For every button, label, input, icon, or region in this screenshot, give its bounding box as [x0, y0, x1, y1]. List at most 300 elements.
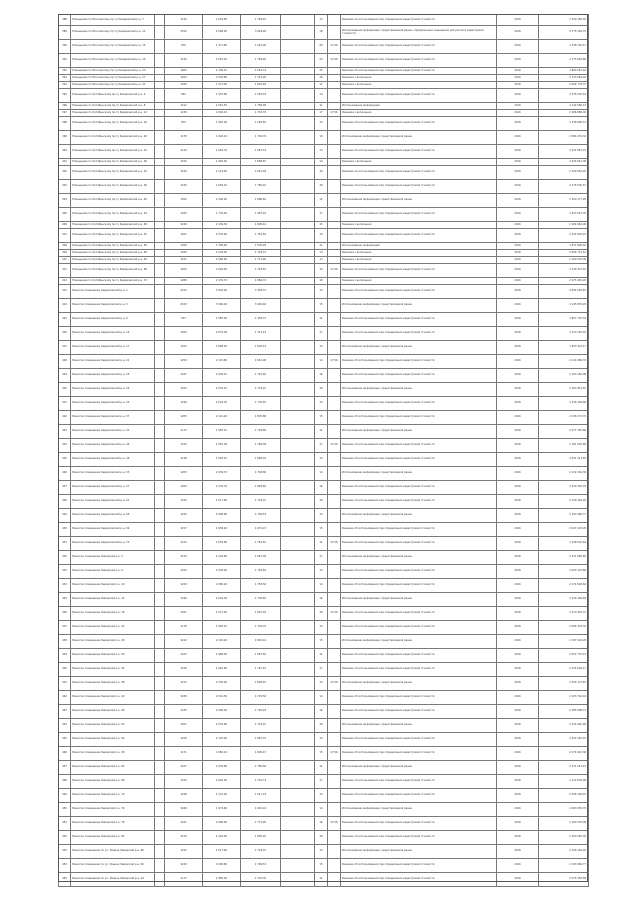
value-c-cell: 1 602,12 [241, 341, 281, 355]
object-name: Нежилое помещение Заводский р-н, 38 [71, 677, 155, 691]
count-cell: 13 [315, 789, 328, 803]
object-name: Помещение по Октябрьскому пр-ту Кемеровский р-н, 40 [71, 194, 155, 208]
value-b-cell: 2 017,60 [203, 495, 241, 509]
value-b-cell: 2 009,10 [203, 369, 241, 383]
value-d-cell [281, 26, 315, 40]
value-c-cell: 1 703,80 [241, 425, 281, 439]
code-cell [155, 26, 165, 40]
code-cell [155, 40, 165, 54]
year-cell: 2016 [497, 250, 539, 257]
code-cell [155, 313, 165, 327]
rate-cell [328, 278, 341, 285]
rate-cell [328, 411, 341, 425]
value-b-cell: 2 051,50 [203, 103, 241, 110]
row-number: 431 [59, 537, 71, 551]
count-cell: 16 [315, 817, 328, 831]
count-cell: 15 [315, 299, 328, 313]
value-d-cell [281, 579, 315, 593]
note-cell: Решение об использовании при определении кадастровой стоимости [341, 229, 497, 243]
value-c-cell: 1 848,91 [241, 677, 281, 691]
value-a-cell: 1248 [165, 789, 203, 803]
value-b-cell: 2 087,00 [203, 439, 241, 453]
rate-cell [328, 481, 341, 495]
object-name: Помещение по Октябрьскому пр-ту Кемеровский р-н, 48 [71, 222, 155, 229]
rate-cell: 27,56 [328, 439, 341, 453]
row-number: 400 [59, 145, 71, 159]
value-d-cell [281, 397, 315, 411]
value-b-cell: 1 471,80 [203, 40, 241, 54]
count-cell: 18 [315, 495, 328, 509]
row-number: 419 [59, 369, 71, 383]
table-row [59, 131, 589, 145]
value-a-cell: 891 [165, 89, 203, 103]
rate-cell [328, 131, 341, 145]
value-c-cell: 1 729,91 [241, 495, 281, 509]
sum-cell: 2 047 203,05 [539, 523, 589, 537]
code-cell [155, 467, 165, 481]
value-c-cell: 1 780,66 [241, 761, 281, 775]
note-cell: Использование информации, представленной ранее [341, 509, 497, 523]
value-b-cell: 2 164,90 [203, 831, 241, 845]
sum-cell: 2 229 345,03 [539, 481, 589, 495]
value-d-cell [281, 551, 315, 565]
value-c-cell: 1 811,19 [241, 789, 281, 803]
value-b-cell: 1 868,50 [203, 341, 241, 355]
sum-cell: 2 160 276,38 [539, 817, 589, 831]
sum-cell: 1 538 702,11 [539, 40, 589, 54]
value-b-cell: 2 024,30 [203, 593, 241, 607]
row-number: 405 [59, 208, 71, 222]
value-a-cell: 1205 [165, 467, 203, 481]
sum-cell: 1 657 797,34 [539, 313, 589, 327]
value-c-cell: 1 702,30 [241, 873, 281, 887]
object-name: Нежилое помещение Заводский р-н, 54 [71, 733, 155, 747]
rate-cell [328, 663, 341, 677]
rate-cell: 27,56 [328, 355, 341, 369]
table-row [59, 747, 589, 761]
sum-cell: 2 062 778,37 [539, 82, 589, 89]
value-a-cell: 1150 [165, 159, 203, 166]
row-number: 444 [59, 719, 71, 733]
count-cell: 13 [315, 453, 328, 467]
year-cell: 2016 [497, 166, 539, 180]
value-b-cell: 2 200,40 [203, 194, 241, 208]
row-number: 449 [59, 789, 71, 803]
table-row [59, 565, 589, 579]
row-number: 417 [59, 341, 71, 355]
count-cell: 11 [315, 761, 328, 775]
year-cell: 2016 [497, 159, 539, 166]
year-cell: 2016 [497, 26, 539, 40]
code-cell [155, 110, 165, 117]
value-c-cell: 1 799,53 [241, 509, 281, 523]
object-name: Нежилое помещение Свердловский р-н, 53 [71, 467, 155, 481]
rate-cell [328, 803, 341, 817]
table-row [59, 859, 589, 873]
value-c-cell: 1 886,62 [241, 194, 281, 208]
sum-cell: 2 103 702,44 [539, 691, 589, 705]
row-number: 406 [59, 222, 71, 229]
count-cell: 13 [315, 15, 328, 26]
note-cell: Использование информации, представленной ранее [341, 194, 497, 208]
row-number: 399 [59, 131, 71, 145]
table-row [59, 831, 589, 845]
table-row [59, 775, 589, 789]
value-a-cell: 1194 [165, 775, 203, 789]
table-row [59, 110, 589, 117]
code-cell [155, 733, 165, 747]
code-cell [155, 775, 165, 789]
value-a-cell: 1212 [165, 103, 203, 110]
note-cell: Решение об использовании при определении кадастровой стоимости [341, 579, 497, 593]
object-name: Нежилое помещение Свердловский р-н, 61 [71, 495, 155, 509]
value-c-cell: 1 815,49 [241, 607, 281, 621]
sum-cell: 2 222 242,01 [539, 733, 589, 747]
sum-cell: 2 144 566,13 [539, 103, 589, 110]
value-d-cell [281, 159, 315, 166]
rate-cell [328, 635, 341, 649]
table-row [59, 89, 589, 103]
table-row [59, 264, 589, 278]
year-cell: 2016 [497, 509, 539, 523]
object-name: Нежилое помещение Свердловский р-н, 41 [71, 425, 155, 439]
value-d-cell [281, 677, 315, 691]
row-number: 398 [59, 117, 71, 131]
year-cell: 2016 [497, 803, 539, 817]
row-number: 390 [59, 40, 71, 54]
year-cell: 2016 [497, 103, 539, 110]
count-cell: 29 [315, 54, 328, 68]
value-d-cell [281, 194, 315, 208]
year-cell: 2016 [497, 278, 539, 285]
note-cell: Использование информации, представленной ранее [341, 383, 497, 397]
rate-cell [328, 453, 341, 467]
year-cell: 2016 [497, 82, 539, 89]
value-b-cell: 2 102,20 [203, 635, 241, 649]
sum-cell: 2 193 960,77 [539, 509, 589, 523]
object-name: Нежилое помещение по ул. Ленина Заводский р-н, 94 [71, 873, 155, 887]
value-d-cell [281, 257, 315, 264]
note-cell: Решение об использовании при определении кадастровой стоимости [341, 705, 497, 719]
value-a-cell: 1189 [165, 691, 203, 705]
value-a-cell: 1192 [165, 845, 203, 859]
count-cell: 15 [315, 635, 328, 649]
note-cell: Использование информации, представленной ранее, определенных оценщиком для расчета кадастровой стоимости [341, 26, 497, 40]
value-a-cell: 1223 [165, 383, 203, 397]
table-row [59, 68, 589, 75]
sum-cell: 2 139 327,10 [539, 264, 589, 278]
value-b-cell: 1 973,90 [203, 82, 241, 89]
count-cell: 18 [315, 278, 328, 285]
object-name: Нежилое помещение Свердловский р-н, 57 [71, 481, 155, 495]
value-c-cell: 1 783,56 [241, 579, 281, 593]
rate-cell [328, 383, 341, 397]
value-c-cell: 1 748,86 [241, 467, 281, 481]
value-c-cell: 1 742,84 [241, 229, 281, 243]
code-cell [155, 859, 165, 873]
value-b-cell: 2 092,10 [203, 110, 241, 117]
object-name: Нежилое помещение Свердловский р-н, 73 [71, 537, 155, 551]
note-cell: Решение о включении [341, 82, 497, 89]
note-cell: Решение об использовании при определении кадастровой стоимости [341, 68, 497, 75]
note-cell: Решение об использовании при определении кадастровой стоимости [341, 453, 497, 467]
rate-cell [328, 89, 341, 103]
document-page [58, 14, 588, 882]
year-cell: 2016 [497, 264, 539, 278]
value-a-cell: 1184 [165, 250, 203, 257]
value-b-cell: 2 002,40 [203, 565, 241, 579]
row-number: 447 [59, 761, 71, 775]
row-number: 408 [59, 243, 71, 250]
table-row [59, 257, 589, 264]
value-a-cell: 1209 [165, 264, 203, 278]
value-a-cell: 1148 [165, 453, 203, 467]
object-name: Помещение по Московскому пр-ту Кемеровский р-н, 27 [71, 75, 155, 82]
object-name: Помещение по Октябрьскому пр-ту Кемеровский р-н, 56 [71, 243, 155, 250]
value-c-cell: 3 358,37 [241, 285, 281, 299]
year-cell: 2016 [497, 481, 539, 495]
year-cell: 2016 [497, 117, 539, 131]
rate-cell [328, 299, 341, 313]
object-name: Нежилое помещение Заводский р-н, 58 [71, 747, 155, 761]
value-b-cell: 2 066,60 [203, 817, 241, 831]
code-cell [155, 803, 165, 817]
value-c-cell: 1 709,76 [241, 621, 281, 635]
note-cell: Решение об использовании при определении кадастровой стоимости [341, 369, 497, 383]
value-b-cell: 2 115,80 [203, 355, 241, 369]
value-c-cell: 1 359,75 [241, 313, 281, 327]
value-c-cell: 1 729,91 [241, 845, 281, 859]
value-b-cell: 1 481,00 [203, 117, 241, 131]
value-c-cell: 1 741,26 [241, 75, 281, 82]
table-row [59, 383, 589, 397]
value-d-cell [281, 117, 315, 131]
rate-cell [328, 565, 341, 579]
row-number: 445 [59, 733, 71, 747]
note-cell: Использование информации, представленной ранее [341, 761, 497, 775]
object-name: Помещение по Октябрьскому пр-ту Кемеровский р-н, 32 [71, 166, 155, 180]
rate-cell [328, 467, 341, 481]
value-c-cell: 1 792,29 [241, 705, 281, 719]
value-b-cell: 2 113,90 [203, 166, 241, 180]
sum-cell: 2 275 445,26 [539, 278, 589, 285]
note-cell: Решение об использовании при определении кадастровой стоимости [341, 663, 497, 677]
sum-cell: 2 116 169,48 [539, 593, 589, 607]
count-cell: 12 [315, 845, 328, 859]
object-name: Нежилое помещение Заводский р-н, 62 [71, 761, 155, 775]
object-name: Нежилое помещение Заводский р-н, 22 [71, 621, 155, 635]
table-row [59, 15, 589, 26]
code-cell [155, 663, 165, 677]
table-row [59, 166, 589, 180]
object-name: Помещение по Октябрьскому пр-ту Кемеровский р-н, 64 [71, 257, 155, 264]
object-name: Нежилое помещение Свердловский р-н, 65 [71, 509, 155, 523]
value-b-cell: 2 030,80 [203, 75, 241, 82]
row-number: 453 [59, 845, 71, 859]
row-number: 425 [59, 453, 71, 467]
sum-cell: 2 109 164,26 [539, 495, 589, 509]
row-number: 437 [59, 621, 71, 635]
year-cell: 2016 [497, 775, 539, 789]
count-cell: 16 [315, 705, 328, 719]
value-b-cell: 2 098,80 [203, 859, 241, 873]
value-b-cell: 2 132,70 [203, 481, 241, 495]
sum-cell: 2 193 960,77 [539, 859, 589, 873]
rate-cell: 27,56 [328, 40, 341, 54]
value-d-cell [281, 873, 315, 887]
value-a-cell: 1178 [165, 621, 203, 635]
table-row [59, 285, 589, 299]
object-name: Нежилое помещение Свердловский р-н, 9 [71, 313, 155, 327]
count-cell: 15 [315, 747, 328, 761]
value-b-cell: 2 061,60 [203, 663, 241, 677]
count-cell: 13 [315, 145, 328, 159]
sum-cell: 2 171 013,21 [539, 761, 589, 775]
sum-cell: 2 197 504,28 [539, 635, 589, 649]
sum-cell: 2 176 530,57 [539, 180, 589, 194]
year-cell: 2016 [497, 40, 539, 54]
count-cell: 12 [315, 509, 328, 523]
year-cell: 2016 [497, 313, 539, 327]
value-a-cell: 1300 [165, 194, 203, 208]
value-d-cell [281, 411, 315, 425]
count-cell: 19 [315, 131, 328, 145]
note-cell: Решение об использовании при определении кадастровой стоимости [341, 166, 497, 180]
note-cell: Решение об использовании при определении кадастровой стоимости [341, 789, 497, 803]
sum-cell: 2 160 276,38 [539, 257, 589, 264]
count-cell: 12 [315, 82, 328, 89]
code-cell [155, 180, 165, 194]
code-cell [155, 68, 165, 75]
count-cell: 14 [315, 579, 328, 593]
code-cell [155, 425, 165, 439]
note-cell: Решение об использовании при определении кадастровой стоимости [341, 40, 497, 54]
value-d-cell [281, 264, 315, 278]
value-c-cell: 1 843,09 [241, 551, 281, 565]
year-cell: 2016 [497, 229, 539, 243]
object-name: Помещение по Октябрьскому пр-ту Кемеровский р-н, 60 [71, 250, 155, 257]
value-b-cell: 2 012,50 [203, 691, 241, 705]
sum-cell: 2 155 049,17 [539, 663, 589, 677]
sum-cell: 2 204 962,06 [539, 222, 589, 229]
row-number: 388 [59, 15, 71, 26]
count-cell: 18 [315, 607, 328, 621]
value-a-cell: 1270 [165, 551, 203, 565]
year-cell: 2016 [497, 15, 539, 26]
value-c-cell: 1 856,20 [241, 831, 281, 845]
count-cell: 12 [315, 194, 328, 208]
table-row [59, 397, 589, 411]
value-b-cell: 3 916,90 [203, 285, 241, 299]
year-cell: 2016 [497, 467, 539, 481]
note-cell: Решение о включении [341, 110, 497, 117]
table-row [59, 103, 589, 110]
value-d-cell [281, 341, 315, 355]
count-cell: 17 [315, 775, 328, 789]
sum-cell: 2 116 169,48 [539, 397, 589, 411]
rate-cell [328, 166, 341, 180]
code-cell [155, 250, 165, 257]
note-cell: Использование информации, представленной ранее [341, 635, 497, 649]
code-cell [155, 565, 165, 579]
count-cell: 17 [315, 208, 328, 222]
value-d-cell [281, 208, 315, 222]
value-b-cell: 1 585,90 [203, 313, 241, 327]
object-name: Нежилое помещение Свердловский р-н, 69 [71, 523, 155, 537]
year-cell: 2016 [497, 621, 539, 635]
object-name: Нежилое помещение Заводский р-н, 34 [71, 663, 155, 677]
table-row [59, 719, 589, 733]
rate-cell [328, 425, 341, 439]
count-cell: 14 [315, 159, 328, 166]
object-name: Нежилое помещение Заводский р-н, 14 [71, 593, 155, 607]
count-cell: 28 [315, 40, 328, 54]
object-name: Нежилое помещение Заводский р-н, 30 [71, 649, 155, 663]
value-a-cell: 1163 [165, 649, 203, 663]
code-cell [155, 15, 165, 26]
count-cell: 18 [315, 26, 328, 40]
code-cell [155, 621, 165, 635]
year-cell: 2016 [497, 691, 539, 705]
object-name: Нежилое помещение Свердловский р-н, 17 [71, 341, 155, 355]
table-row [59, 117, 589, 131]
rate-cell [328, 523, 341, 537]
value-a-cell: 1250 [165, 355, 203, 369]
code-cell [155, 194, 165, 208]
value-b-cell: 1 507,80 [203, 89, 241, 103]
row-number: 391 [59, 54, 71, 68]
table-row [59, 313, 589, 327]
object-name: Нежилое помещение Свердловский р-н, 1 [71, 285, 155, 299]
year-cell: 2016 [497, 397, 539, 411]
year-cell: 2016 [497, 495, 539, 509]
value-d-cell [281, 537, 315, 551]
table-row [59, 299, 589, 313]
sum-cell: 1 880 561,40 [539, 68, 589, 75]
code-cell [155, 411, 165, 425]
sum-cell: 2 181 525,58 [539, 439, 589, 453]
value-c-cell: 3 918,26 [241, 26, 281, 40]
count-cell: 17 [315, 551, 328, 565]
table-row [59, 425, 589, 439]
code-cell [155, 264, 165, 278]
table-row [59, 369, 589, 383]
value-d-cell [281, 831, 315, 845]
value-d-cell [281, 222, 315, 229]
object-name: Помещение по Московскому пр-ту Кемеровский р-н, 23 [71, 68, 155, 75]
value-a-cell: 1063 [165, 68, 203, 75]
value-d-cell [281, 82, 315, 89]
year-cell: 2016 [497, 411, 539, 425]
code-cell [155, 369, 165, 383]
count-cell: 14 [315, 803, 328, 817]
note-cell: Решение об использовании при определении кадастровой стоимости [341, 264, 497, 278]
object-name: Нежилое помещение Заводский р-н, 42 [71, 691, 155, 705]
code-cell [155, 89, 165, 103]
value-c-cell: 1 785,10 [241, 180, 281, 194]
value-a-cell: 1149 [165, 145, 203, 159]
table-row [59, 845, 589, 859]
count-cell: 15 [315, 523, 328, 537]
count-cell: 14 [315, 691, 328, 705]
value-d-cell [281, 180, 315, 194]
year-cell: 2016 [497, 677, 539, 691]
code-cell [155, 495, 165, 509]
value-a-cell: 1230 [165, 180, 203, 194]
value-b-cell: 2 080,20 [203, 579, 241, 593]
row-number: 442 [59, 691, 71, 705]
object-name: Помещение по Московскому пр-ту Кемеровский р-н, 31 [71, 82, 155, 89]
